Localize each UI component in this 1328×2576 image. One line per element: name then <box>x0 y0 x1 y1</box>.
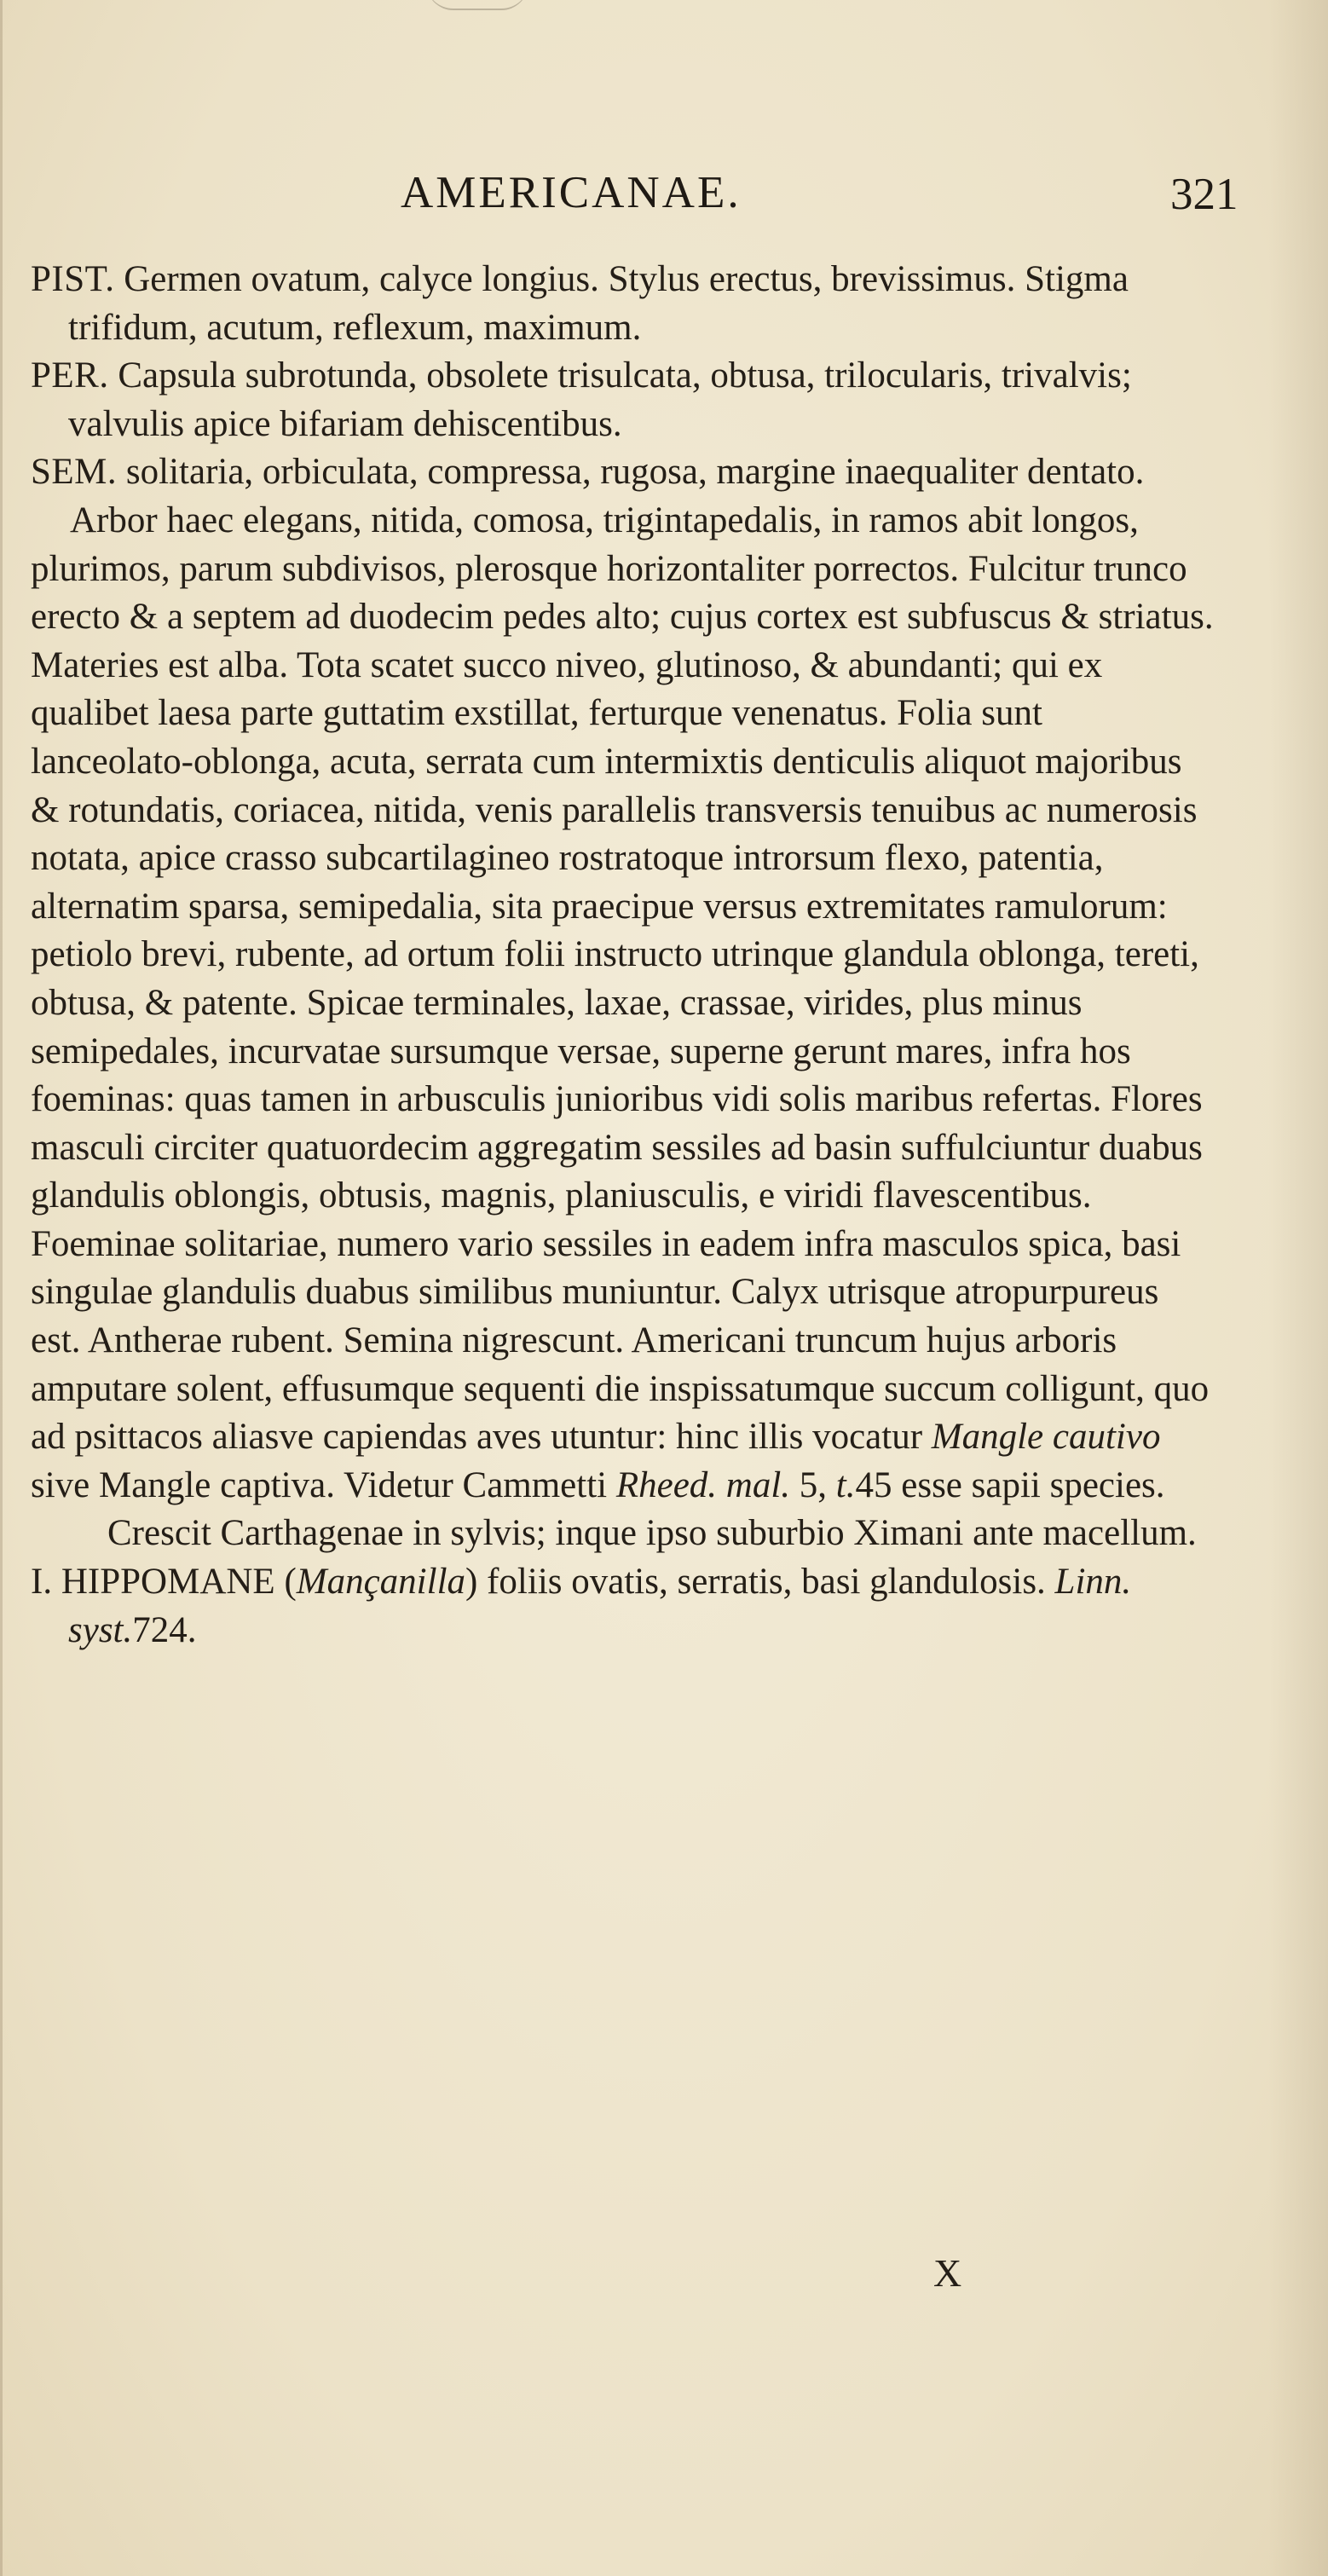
per-label: PER. <box>31 355 109 396</box>
pistil-description <box>31 256 1214 352</box>
pist-label: PIST. <box>31 259 115 299</box>
entry-reference: Linn. syst. <box>68 1562 1132 1650</box>
habitat-paragraph <box>31 1510 1214 1558</box>
pericarp-description <box>31 352 1214 448</box>
entry-paren-open: ( <box>284 1562 297 1603</box>
species-entry <box>31 1558 1214 1655</box>
entry-text: foliis ovatis, serratis, basi glandulosis. <box>487 1562 1046 1603</box>
page-body <box>31 256 1214 1655</box>
page-header <box>0 167 1328 227</box>
sive-text: sive Mangle captiva. Videtur Cammetti <box>31 1464 608 1505</box>
gutter-shadow <box>1268 0 1328 2576</box>
tab-number: 45 <box>855 1464 892 1505</box>
sem-text: solitaria, orbiculata, compressa, rugosa, margine inaequaliter dentato. <box>125 452 1145 493</box>
esse-text: esse sapii species. <box>901 1464 1165 1505</box>
binding-mark <box>426 0 528 10</box>
entry-paren-close: ) <box>465 1562 478 1603</box>
page-number: 321 <box>1170 170 1239 219</box>
pist-text: Germen ovatum, calyce longius. Stylus erectus, brevissimus. Stigma trifidum, acutum, reflexum, maximum. <box>68 259 1129 348</box>
entry-number: I. <box>31 1562 53 1603</box>
signature-mark: X <box>933 2251 962 2295</box>
tab-reference: t. <box>835 1464 856 1505</box>
entry-genus: HIPPOMANE <box>61 1562 275 1603</box>
volume-reference: 5, <box>799 1464 828 1505</box>
running-head: AMERICANAE. <box>401 168 742 217</box>
entry-reference-number: 724. <box>132 1609 197 1650</box>
main-paragraph-text: Arbor haec elegans, nitida, comosa, trigintapedalis, in ramos abit longos, plurimos, parum subdivisos, plerosque horizontaliter porrectos. Fulcitur trunco erecto & a septem ad duodecim pedes alto; cujus cortex est subfuscus & striatus. Materies est alba. Tota scatet succo niveo, glutinoso, & abundanti; qui ex qualibet laesa parte guttatim exstillat, ferturque venenatus. Folia sunt lanceolato-oblonga, acuta, serrata cum intermixtis denticulis aliquot majoribus & rotundatis, coriacea, nitida, venis parallelis transversis tenuibus ac numerosis notata, apice crasso subcartilagineo rostratoque introrsum flexo, patentia, alternatim sparsa, semipedalia, sita praecipue versus extremitates ramulorum: petiolo brevi, rubente, ad ortum folii instructo utrinque glandula oblonga, tereti, obtusa, & patente. Spicae terminales, laxae, crassae, virides, plus minus semipedales, incurvatae sursumque versae, superne gerunt mares, infra hos foeminas: quas tamen in arbusculis junioribus vidi solis maribus refertas. Flores masculi circiter quatuordecim aggregatim sessiles ad basin suffulciuntur duabus glandulis oblongis, obtusis, magnis, planiusculis, e viridi flavescentibus. Foeminae solitariae, numero vario sessiles in eadem infra masculos spica, basi singulae glandulis duabus similibus muniuntur. Calyx utrisque atropurpureus est. Antherae rubent. Semina nigrescunt. Americani truncum hujus arboris amputare solent, effusumque sequenti die inspissatumque succum colligunt, quo ad psittacos aliasve capiendas aves utuntur: hinc illis vocatur <box>31 500 1214 1458</box>
entry-species: Mançanilla <box>296 1562 466 1603</box>
sem-label: SEM. <box>31 452 118 493</box>
mangle-cautivo-term: Mangle cautivo <box>931 1417 1161 1458</box>
page-edge <box>0 0 3 2576</box>
tree-description-paragraph <box>31 497 1214 1510</box>
crescit-text: Crescit Carthagenae in sylvis; inque ipso suburbio Ximani ante macellum. <box>107 1513 1197 1554</box>
seed-description <box>31 448 1214 497</box>
per-text: Capsula subrotunda, obsolete trisulcata, obtusa, trilocularis, trivalvis; valvulis apice bifariam dehiscentibus. <box>68 355 1132 444</box>
rheed-reference: Rheed. mal. <box>615 1464 791 1505</box>
